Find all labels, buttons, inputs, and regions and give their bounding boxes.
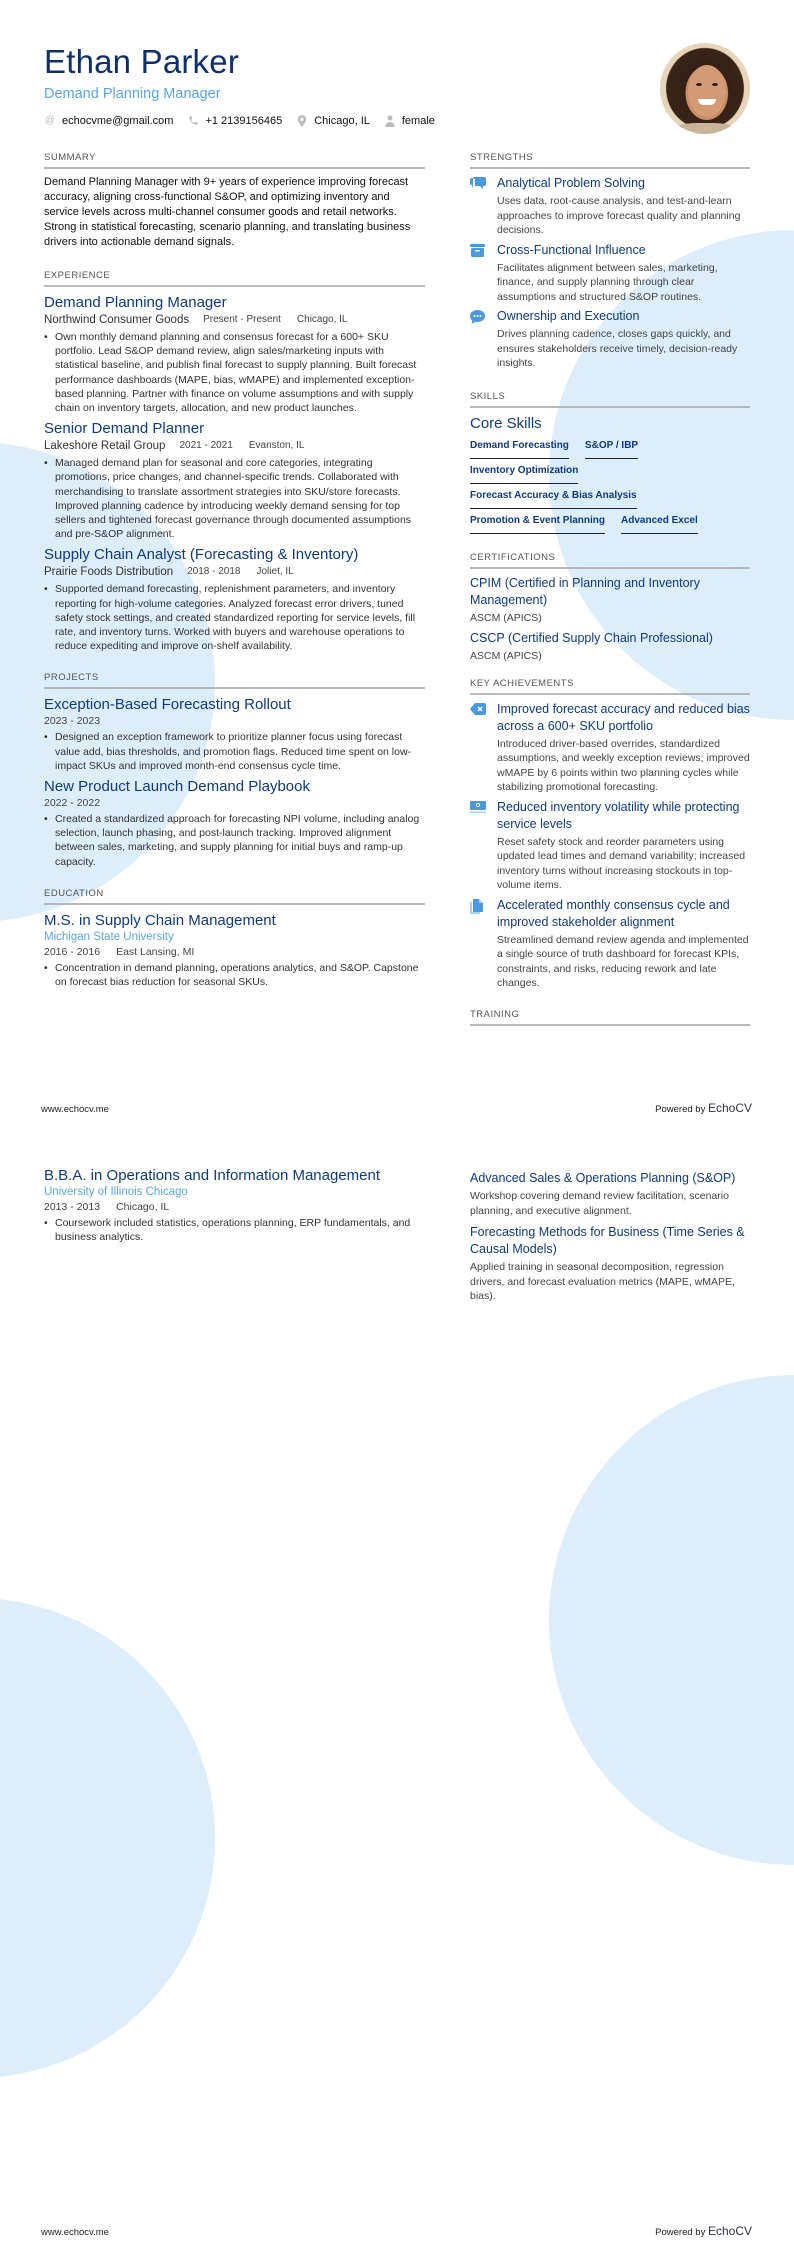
section-heading: KEY ACHIEVEMENTS	[470, 678, 750, 695]
chat-bubbles-icon	[470, 175, 497, 238]
job-meta	[44, 564, 425, 580]
degree: B.B.A. in Operations and Information Management	[44, 1167, 381, 1184]
dates: 2013 - 2013	[44, 1201, 101, 1213]
gender-value: female	[401, 115, 435, 127]
education-meta	[44, 945, 425, 959]
experience-section	[44, 270, 425, 653]
skill-tag: Demand Forecasting	[470, 439, 569, 459]
section-heading: EDUCATION	[44, 888, 425, 905]
contact-email[interactable]	[44, 115, 173, 127]
experience-entry	[44, 419, 425, 541]
strength-desc: Facilitates alignment between sales, marketing, finance, and supply planning through clear assumptions and structured S&OP routines.	[497, 261, 718, 303]
experience-entry	[44, 293, 425, 415]
achievement-title: Reduced inventory volatility while protecting service levels	[497, 799, 740, 831]
section-heading: CERTIFICATIONS	[470, 552, 750, 569]
project-title: New Product Launch Demand Playbook	[44, 778, 310, 796]
right-column	[470, 152, 750, 1032]
bullet-item: • Managed demand plan for seasonal and core categories, integrating promotions, price changes, and channel-specific trends. Collaborated with merchandising to translate assortment strategies into SKU/store forecasts. Improved planning cadence by introducing weekly demand sensing for top sellers and tightened forecast governance through documented assumptions and pre-S&OP alignment.	[44, 456, 425, 541]
location: Chicago, IL	[296, 314, 348, 325]
education-entry	[44, 911, 425, 989]
project-title: Exception-Based Forecasting Rollout	[44, 696, 291, 714]
achievement-desc: Reset safety stock and reorder parameters using updated lead times and demand variability; increased inventory turns without increasing stockouts in top-volume items.	[497, 835, 746, 891]
powered-by-label: Powered by	[655, 1104, 706, 1115]
brand-name: EchoCV	[707, 1101, 752, 1115]
bullet-item: • Created a standardized approach for forecasting NPI volume, including analog selection, launch phasing, and post-launch tracking. Improved alignment between sales, marketing, and supply planning for initial buys and ramp-up capacity.	[44, 812, 425, 869]
strength-title: Analytical Problem Solving	[497, 176, 645, 190]
phone-icon	[187, 115, 199, 127]
contact-location	[296, 115, 370, 127]
training-desc: Workshop covering demand review facilitation, scenario planning, and executive alignment.	[470, 1190, 729, 1217]
company: Northwind Consumer Goods	[44, 314, 190, 326]
at-icon: @	[44, 115, 56, 126]
resume-page-2	[0, 1123, 794, 2246]
training-section	[470, 1009, 750, 1026]
training-title: Forecasting Methods for Business (Time Series & Causal Models)	[470, 1225, 745, 1256]
skill-tag: Forecast Accuracy & Bias Analysis	[470, 489, 637, 509]
achievement-title: Improved forecast accuracy and reduced bias across a 600+ SKU portfolio	[497, 701, 750, 733]
achievements-section	[470, 678, 750, 991]
training-entry	[470, 1224, 750, 1304]
location: Joliet, IL	[256, 566, 294, 578]
education-meta	[44, 1200, 425, 1214]
bullet-text: Coursework included statistics, operations planning, ERP fundamentals, and business analytics.	[55, 1217, 411, 1244]
job-title: Demand Planning Manager	[44, 294, 227, 311]
contact-phone[interactable]	[187, 115, 282, 127]
documents-icon	[470, 897, 497, 991]
skill-tags	[470, 434, 750, 534]
brand-name: EchoCV	[707, 2224, 752, 2238]
bullet-item: • Supported demand forecasting, replenishment parameters, and inventory reporting for high-volume categories. Analyzed forecast error drivers, tuned safety stock settings, and created standardized reporting for service levels, fill rate, and inventory turns. Worked with buyers and warehouse operations to reduce expediting and improve on-shelf availability.	[44, 582, 425, 653]
bullet-text: Supported demand forecasting, replenishment parameters, and inventory reporting for high-volume categories. Analyzed forecast error drivers, tuned safety stock settings, and created standardized reporting for service levels, fill rate, and inventory turns. Worked with buyers and warehouse operations to reduce expediting and improve on-shelf availability.	[55, 583, 416, 653]
section-heading: SUMMARY	[44, 152, 425, 169]
certification-name: CPIM (Certified in Planning and Inventory Management)	[470, 575, 700, 607]
certification-entry	[470, 575, 750, 626]
strength-desc: Drives planning cadence, closes gaps quickly, and ensures stakeholders receive timely, decision-ready insights.	[497, 328, 738, 369]
bullet-text: Designed an exception framework to prioritize planner focus using forecast value add, bias thresholds, and promotion flags. Reduced time spent on low-impact SKUs and improved month-end consensus cycle time.	[55, 731, 412, 772]
dates: 2021 - 2021	[179, 440, 233, 452]
projects-section	[44, 672, 425, 868]
skill-tag: Promotion & Event Planning	[470, 514, 605, 534]
achievement-item	[470, 799, 750, 893]
bullet-text: Managed demand plan for seasonal and core categories, integrating promotions, price changes, and channel-specific trends. Collaborated with merchandising to translate assortment strategies into SKU/store forecasts. Improved planning cadence by introducing weekly demand sensing for top sellers and tightened forecast governance through documented assumptions and pre-S&OP alignment.	[55, 457, 412, 541]
bullet-text: Own monthly demand planning and consensus forecast for a 600+ SKU portfolio. Lead S&OP demand review, align sales/marketing inputs with statistical baseline, and publish final forecast to supply planning. Built forecast performance dashboards (MAPE, bias, wMAPE) and implemented exception-based planning. Partner with finance on volume assumptions and with supply chain on inventory targets, allocation, and new product launches.	[55, 331, 417, 415]
job-meta	[44, 312, 425, 328]
person-icon	[384, 115, 396, 127]
bullet-text: Created a standardized approach for forecasting NPI volume, including analog selection, launch phasing, and post-launch tracking. Improved alignment between sales, marketing, and supply planning for initial buys and ramp-up capacity.	[55, 813, 420, 868]
location-value: Chicago, IL	[314, 115, 370, 127]
project-entry	[44, 695, 425, 773]
dates: Present - Present	[203, 314, 281, 325]
bullet-item: • Designed an exception framework to prioritize planner focus using forecast value add, bias thresholds, and promotion flags. Reduced time spent on low-impact SKUs and improved month-end consensus cycle time.	[44, 730, 425, 773]
skill-tag: Inventory Optimization	[470, 464, 578, 484]
location: East Lansing, MI	[116, 945, 195, 958]
experience-entry	[44, 545, 425, 653]
project-entry	[44, 777, 425, 869]
bullet-item: • Concentration in demand planning, operations analytics, and S&OP. Capstone on forecast bias reduction for seasonal SKUs.	[44, 961, 425, 989]
location-pin-icon	[296, 115, 308, 127]
project-dates: 2022 - 2022	[44, 797, 101, 810]
job-title: Supply Chain Analyst (Forecasting & Inventory)	[44, 546, 359, 564]
bullet-item: • Coursework included statistics, operations planning, ERP fundamentals, and business analytics.	[44, 1216, 425, 1244]
job-title: Senior Demand Planner	[44, 420, 205, 438]
right-column	[470, 1168, 750, 1304]
degree: M.S. in Supply Chain Management	[44, 911, 276, 929]
company: Lakeshore Retail Group	[44, 440, 166, 453]
strength-item	[470, 308, 750, 371]
footer-powered-by[interactable]	[655, 1101, 752, 1115]
section-heading: EXPERIENCE	[44, 270, 425, 287]
achievement-desc: Streamlined demand review agenda and implemented a single source of truth dashboard for forecast KPIs, constraints, and risks, reducing rework and late changes.	[497, 933, 749, 989]
training-entry	[470, 1170, 750, 1218]
contact-bar	[44, 115, 449, 127]
strength-title: Cross-Functional Influence	[497, 242, 646, 257]
left-column	[44, 1162, 425, 1244]
candidate-title: Demand Planning Manager	[44, 86, 221, 102]
achievement-item	[470, 897, 750, 991]
dates: 2016 - 2016	[44, 945, 101, 958]
section-heading: STRENGTHS	[470, 152, 750, 169]
summary-section	[44, 152, 425, 250]
summary-text: Demand Planning Manager with 9+ years of experience improving forecast accuracy, aligning cross-functional S&OP, and optimizing inventory and service levels across multi-channel consumer goods and retail networks. Strong in statistical forecasting, scenario planning, and translating business drivers into actionable demand signals.	[44, 176, 411, 248]
strength-title: Ownership and Execution	[497, 309, 640, 323]
training-title: Advanced Sales & Operations Planning (S&OP)	[470, 1171, 736, 1185]
school: University of Illinois Chicago	[44, 1186, 188, 1198]
avatar	[660, 43, 750, 134]
certifications-section	[470, 552, 750, 664]
achievement-desc: Introduced driver-based overrides, standardized assumptions, and weekly exception reviews; improved wMAPE by 6 points within two planning cycles while stabilizing promotional forecasting.	[497, 737, 750, 793]
training-desc: Applied training in seasonal decomposition, regression drivers, and forecast evaluation metrics (MAPE, wMAPE, bias).	[470, 1261, 735, 1302]
dates: 2018 - 2018	[187, 566, 241, 578]
section-heading: SKILLS	[470, 391, 750, 408]
job-meta	[44, 438, 425, 454]
section-heading: TRAINING	[470, 1009, 750, 1026]
backspace-tag-icon	[470, 701, 497, 795]
skill-tag: S&OP / IBP	[585, 439, 638, 459]
strength-item	[470, 242, 750, 305]
certification-name: CSCP (Certified Supply Chain Professional)	[470, 630, 713, 645]
email-value: echocvme@gmail.com	[62, 115, 174, 127]
footer-website[interactable]: www.echocv.me	[41, 2227, 109, 2238]
project-dates: 2023 - 2023	[44, 715, 101, 728]
left-column	[44, 152, 425, 989]
strength-desc: Uses data, root-cause analysis, and test-and-learn approaches to improve forecast quality and planning decisions.	[497, 195, 741, 236]
contact-gender	[384, 115, 435, 127]
phone-value: +1 2139156465	[205, 115, 283, 127]
section-heading: PROJECTS	[44, 672, 425, 689]
footer-website[interactable]: www.echocv.me	[41, 1104, 109, 1115]
achievement-title: Accelerated monthly consensus cycle and improved stakeholder alignment	[497, 897, 730, 929]
strengths-section	[470, 152, 750, 371]
speech-bubble-icon	[470, 308, 497, 371]
skill-tag: Advanced Excel	[621, 514, 698, 534]
bullet-item: • Own monthly demand planning and consensus forecast for a 600+ SKU portfolio. Lead S&OP demand review, align sales/marketing inputs with statistical baseline, and publish final forecast to supply planning. Built forecast performance dashboards (MAPE, bias, wMAPE) and implemented exception-based planning. Partner with finance on volume assumptions and with supply chain on inventory targets, allocation, and new product launches.	[44, 330, 425, 415]
location: Chicago, IL	[116, 1201, 170, 1213]
location: Evanston, IL	[248, 440, 305, 452]
skills-section	[470, 391, 750, 534]
achievement-item	[470, 701, 750, 795]
bullet-text: Concentration in demand planning, operations analytics, and S&OP. Capstone on forecast bias reduction for seasonal SKUs.	[55, 961, 419, 989]
certification-org: ASCM (APICS)	[470, 649, 542, 662]
education-section	[44, 888, 425, 989]
candidate-name: Ethan Parker	[44, 43, 240, 80]
certification-org: ASCM (APICS)	[470, 611, 542, 624]
strength-item	[470, 175, 750, 238]
powered-by-label: Powered by	[655, 2227, 706, 2238]
resume-header	[44, 42, 449, 127]
archive-box-icon	[470, 242, 497, 305]
footer-powered-by[interactable]	[655, 2224, 752, 2238]
company: Prairie Foods Distribution	[44, 566, 174, 579]
skill-group-title: Core Skills	[470, 414, 542, 432]
certification-entry	[470, 630, 750, 664]
school: Michigan State University	[44, 930, 174, 943]
education-entry	[44, 1166, 425, 1244]
monitor-user-icon	[470, 799, 497, 893]
